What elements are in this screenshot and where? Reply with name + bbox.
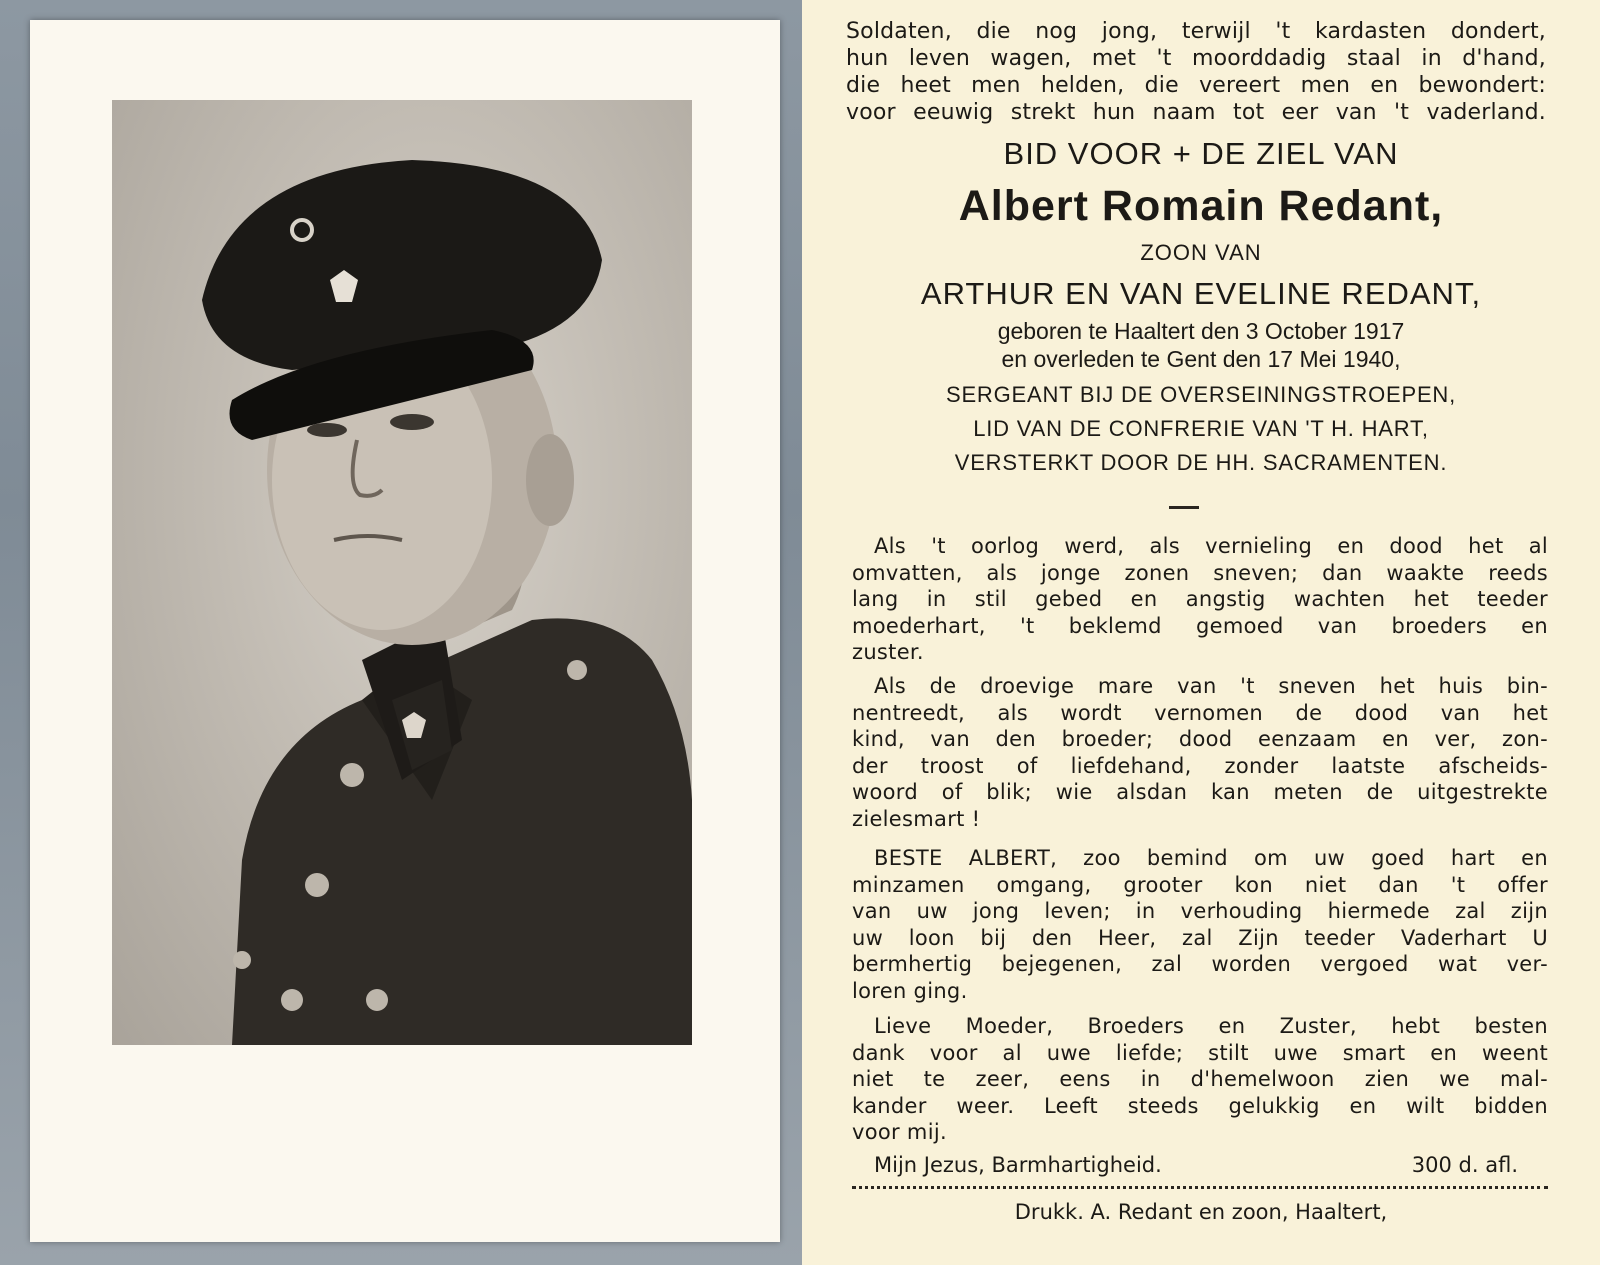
paragraph-line: Als de droevige mare van 't sneven het huis bin- <box>874 674 1548 698</box>
paragraph-line: van uw jong leven; in verhouding hiermede zal zijn <box>852 899 1548 923</box>
separator-dash <box>1169 506 1199 509</box>
paragraph-line: lang in stil gebed en angstig wachten het teeder <box>852 587 1548 611</box>
prayer-line <box>874 1153 1518 1177</box>
paragraph-farewell <box>852 1013 1548 1146</box>
paragraph-line: woord of blik; wie alsdan kan meten de uitgestrekte <box>852 780 1548 804</box>
paragraph-line: niet te zeer, eens in d'hemelwoon zien we mal- <box>852 1067 1548 1091</box>
paragraph-line: BESTE ALBERT, zoo bemind om uw goed hart en <box>874 846 1548 870</box>
sacraments-line: VERSTERKT DOOR DE HH. SACRAMENTEN. <box>954 450 1448 475</box>
indulgence-text: 300 d. afl. <box>1411 1153 1518 1177</box>
paragraph-line: minzamen omgang, grooter kon niet dan 't offer <box>852 872 1548 897</box>
paragraph-line: uw loon bij den Heer, zal Zijn teeder Vaderhart U <box>852 925 1548 950</box>
paragraph-war <box>852 533 1548 666</box>
poem-line: hun leven wagen, met 't moorddadig staal in d'hand, <box>846 46 1546 71</box>
memorial-text-card <box>802 0 1600 1265</box>
paragraph-line: der troost of liefdehand, zonder laatste afscheids- <box>852 753 1548 778</box>
paragraph-line: omvatten, als jonge zonen sneven; dan waakte reeds <box>852 560 1548 585</box>
death-line: en overleden te Gent den 17 Mei 1940, <box>1001 346 1401 372</box>
deceased-name: Albert Romain Redant, <box>958 182 1444 230</box>
prayer-text: Mijn Jezus, Barmhartigheid. <box>874 1153 1162 1177</box>
paragraph-line: zuster. <box>852 640 924 664</box>
paragraph-line: zielesmart ! <box>852 806 981 831</box>
paragraph-line: moederhart, 't beklemd gemoed van broeders en <box>852 613 1548 638</box>
paragraph-line: kander weer. Leeft steeds gelukkig en wilt bidden <box>852 1093 1548 1118</box>
parents-names: ARTHUR EN VAN EVELINE REDANT, <box>920 276 1482 311</box>
confraternity-line: LID VAN DE CONFRERIE VAN 'T H. HART, <box>973 416 1429 441</box>
paragraph-line: voor mij. <box>852 1120 947 1144</box>
poem-line: die heet men helden, die vereert men en bewondert: <box>846 73 1546 98</box>
paragraph-line: kind, van den broeder; dood eenzaam en ver, zon- <box>852 727 1548 751</box>
poem-line: Soldaten, die nog jong, terwijl 't kardasten dondert, <box>846 19 1546 44</box>
printer-credit: Drukk. A. Redant en zoon, Haaltert, <box>1014 1200 1388 1224</box>
poem-line: voor eeuwig strekt hun naam tot eer van 't vaderland. <box>846 100 1546 125</box>
paragraph-line: Lieve Moeder, Broeders en Zuster, hebt besten <box>874 1014 1548 1038</box>
paragraph-line: Als 't oorlog werd, als vernieling en dood het al <box>874 534 1548 558</box>
portrait-illustration <box>112 100 692 1045</box>
paragraph-news <box>852 673 1548 832</box>
paragraph-beste-albert <box>852 845 1548 1004</box>
paragraph-line: nentreedt, als wordt vernomen de dood van het <box>852 700 1548 725</box>
soldier-portrait-photo <box>112 100 692 1045</box>
rank-line: SERGEANT BIJ DE OVERSEININGSTROEPEN, <box>945 382 1457 407</box>
photo-mat <box>30 20 780 1242</box>
son-of-label: ZOON VAN <box>1140 240 1262 265</box>
dotted-rule <box>852 1186 1548 1189</box>
birth-line: geboren te Haaltert den 3 October 1917 <box>997 318 1405 344</box>
paragraph-line: dank voor al uwe liefde; stilt uwe smart en weent <box>852 1040 1548 1065</box>
paragraph-line: bermhertig bejegenen, zal worden vergoed wat ver- <box>852 952 1548 976</box>
paragraph-line: loren ging. <box>852 978 968 1003</box>
pray-for-heading: BID VOOR + DE ZIEL VAN <box>1003 136 1399 171</box>
opening-poem <box>846 18 1546 126</box>
